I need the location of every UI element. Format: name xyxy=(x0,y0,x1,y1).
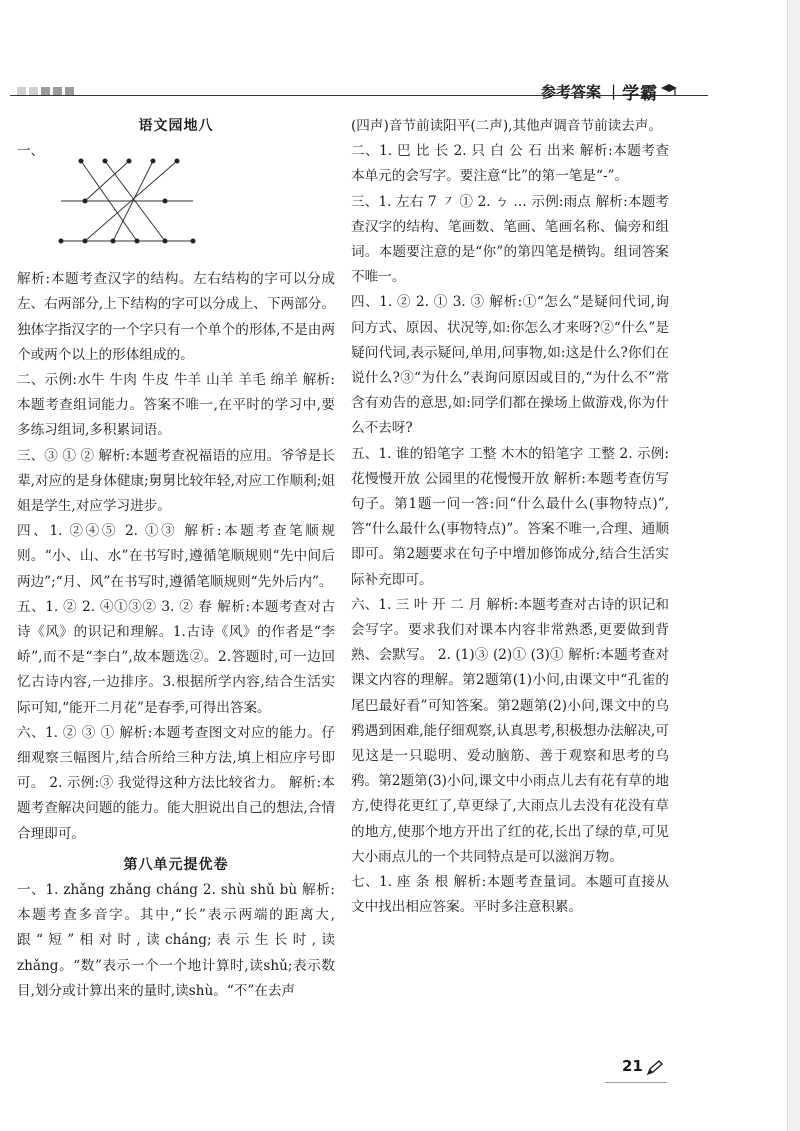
page-edge xyxy=(787,0,800,1131)
left-column xyxy=(17,114,335,1004)
answer-paragraph: 二、1. 巴 比 长 2. 只 白 公 石 出来 解析:本题考查本单元的会写字。要注意“比”的第一笔是“-”。 xyxy=(351,143,669,185)
header-decoration xyxy=(17,87,74,95)
page-header xyxy=(541,80,678,102)
section-title: 语文园地八 xyxy=(138,118,214,134)
matching-diagram xyxy=(17,139,335,267)
answer-paragraph: 五、1. 谁的铅笔字 工整 木木的铅笔字 工整 2. 示例:花慢慢开放 公园里的花慢慢开放 解析:本题考查仿写句子。第1题一问一答:问“什么最什么(事物特点)”,答“什么最什么(事物特点)”。答案不唯一,合理、通顺即可。第2题要求在句子中增加修饰成分,结合生活实际补充即可。 xyxy=(351,445,669,588)
answer-paragraph: 二、示例:水牛 牛肉 牛皮 牛羊 山羊 羊毛 绵羊 解析:本题考查组词能力。答案不唯一,在平时的学习中,要多练习组词,多积累词语。 xyxy=(17,372,335,439)
answer-paragraph: 五、1. ② 2. ④①③② 3. ② 春 解析:本题考查对古诗《风》的识记和理解。1.古诗《风》的作者是“李峤”,而不是“李白”,故本题选②。2.答题时,可一边回忆古诗内容,一边排序。3.根据所学内容,结合生活实际可知,“能开二月花”是春季,可得出答案。 xyxy=(17,598,335,716)
section-label: 参考答案 xyxy=(541,82,602,101)
page-number: 21 xyxy=(622,1057,643,1075)
brand-logo: 学霸 xyxy=(622,83,659,104)
answer-paragraph: 解析:本题考查汉字的结构。左右结构的字可以分成左、右两部分,上下结构的字可以分成上、下两部分。独体字指汉字的一个字只有一个单个的形体,不是由两个或两个以上的形体组成的。 xyxy=(17,271,335,363)
section-title: 第八单元提优卷 xyxy=(123,856,229,873)
mortarboard-icon xyxy=(660,83,678,99)
header-separator: | xyxy=(611,82,617,100)
right-column xyxy=(351,114,669,921)
answer-paragraph: 七、1. 座 条 根 解析:本题考查量词。本题可直接从文中找出相应答案。平时多注意积累。 xyxy=(351,874,669,916)
answer-paragraph: 三、③ ① ② 解析:本题考查祝福语的应用。爷爷是长辈,对应的是身体健康;舅舅比较年轻,对应工作顺利;姐姐是学生,对应学习进步。 xyxy=(17,447,335,515)
answer-paragraph: 一、1. zhǎng zhǎng cháng 2. shù shǔ bù 解析:本题考查多音字。其中,“长”表示两端的距离大,跟“短”相对时,读cháng;表示生长时,读zhǎng。“数”表示一个一个地计算时,读shǔ;表示数目,划分或计算出来的量时,读shù。“不”在去声 xyxy=(17,882,335,999)
answer-paragraph: 六、1. 三 叶 开 二 月 解析:本题考查对古诗的识记和会写字。要求我们对课本内容非常熟悉,更要做到背熟、会默写。 2. (1)③ (2)① (3)① 解析:本题考查对课文内容的理解。第2题第(1)小问,由课文中“孔雀的尾巴最好看”可知答案。第2题第(2)小问,课文中的乌鸦遇到困难,能仔细观察,认真思考,积极想办法解决,可见这是一只聪明、爱动脑筋、善于观察和思考的乌鸦。第2题第(3)小问,课文中小雨点儿去有花有草的地方,使得花更红了,草更绿了,大雨点儿去没有花没有草的地方,使那个地方开出了红的花,长出了绿的草,可见大小雨点儿的一个共同特点是可以滋润万物。 xyxy=(351,596,669,865)
answer-paragraph: 四、1. ②④⑤ 2. ①③ 解析:本题考查笔顺规则。“小、山、水”在书写时,遵循笔顺规则“先中间后两边”;“月、风”在书写时,遵循笔顺规则“先外后内”。 xyxy=(17,523,335,590)
pencil-icon xyxy=(646,1060,664,1076)
answer-paragraph: 四、1. ② 2. ① 3. ③ 解析:①“怎么”是疑问代词,询问方式、原因、状况等,如:你怎么才来呀?②“什么”是疑问代词,表示疑问,单用,问事物,如:这是什么?你们在说什么?③“为什么”表询问原因或目的,“为什么不”常含有劝告的意思,如:同学们都在操场上做游戏,你为什么不去呀? xyxy=(351,294,669,437)
answer-paragraph: 六、1. ② ③ ① 解析:本题考查图文对应的能力。仔细观察三幅图片,结合所给三种方法,填上相应序号即可。 2. 示例:③ 我觉得这种方法比较省力。 解析:本题考查解决问题的能力。能大胆说出自己的想法,合情合理即可。 xyxy=(17,724,335,842)
question-label: 一、 xyxy=(17,143,45,160)
line-matching-figure xyxy=(45,153,285,265)
footer-rule xyxy=(605,1082,667,1083)
answer-paragraph: (四声)音节前读阳平(二声),其他声调音节前读去声。 xyxy=(351,118,663,134)
answer-paragraph: 三、1. 左右 7 ㇇ ① 2. ㄅ … 示例:雨点 解析:本题考查汉字的结构、笔画数、笔画、笔画名称、偏旁和组词。本题要注意的是“你”的第四笔是横钩。组词答案不唯一。 xyxy=(351,193,669,286)
